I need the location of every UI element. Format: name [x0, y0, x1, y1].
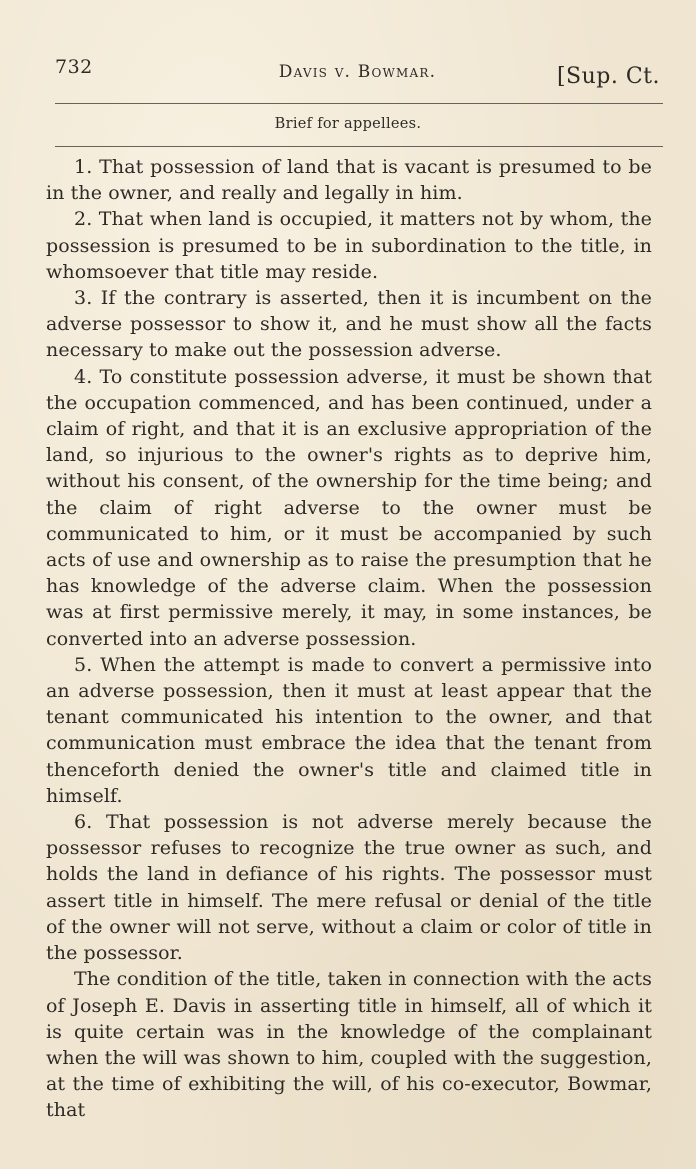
case-title: Davis v. Bowmar.	[278, 62, 437, 82]
page-number: 732	[55, 56, 93, 78]
paragraph-3: 3. If the contrary is asserted, then it is incumbent on the adverse possessor to show it, and he must show all the facts necessary to make out the possession adverse.	[46, 287, 652, 362]
paragraph-1: 1. That possession of land that is vacant is presumed to be in the owner, and really and legally in him.	[46, 156, 652, 205]
paragraph-7: The condition of the title, taken in connection with the acts of Joseph E. Davis in asserting title in himself, all of which it is quite certain was in the knowledge of the complainant when the will was shown to him, coupled with the suggestion, at the time of exhibiting the will, of his co-executor, Bowmar, that	[46, 968, 652, 1122]
court-label: [Sup. Ct.	[556, 64, 660, 89]
header-rule-bottom	[55, 146, 663, 147]
paragraph-2: 2. That when land is occupied, it matters not by whom, the possession is presumed to be in subordination to the title, in whomsoever that title may reside.	[46, 208, 652, 283]
section-label: Brief for appellees.	[274, 116, 422, 132]
paragraph-4: 4. To constitute possession adverse, it must be shown that the occupation commenced, and has been continued, under a claim of right, and that it is an exclusive appropriation of the land, so injurious to the owner's rights as to deprive him, without his consent, of the ownership for the time being; and the claim of right adverse to the owner must be communicated to him, or it must be accompanied by such acts of use and ownership as to raise the presumption that he has knowledge of the adverse claim. When the possession was at first permissive merely, it may, in some instances, be converted into an adverse possession.	[46, 365, 652, 650]
running-head	[55, 52, 660, 92]
paragraph-5: 5. When the attempt is made to convert a permissive into an adverse possession, then it must at least appear that the tenant communicated his intention to the owner, and that communication must embrace the idea that the tenant from thenceforth denied the owner's title and claimed title in himself.	[46, 653, 652, 807]
header-rule-top	[55, 103, 663, 104]
paragraph-6: 6. That possession is not adverse merely because the possessor refuses to recognize the true owner as such, and holds the land in defiance of his rights. The possessor must assert title in himself. The mere refusal or denial of the title of the owner will not serve, without a claim or color of title in the possessor.	[46, 811, 652, 965]
body-text	[46, 154, 652, 1124]
